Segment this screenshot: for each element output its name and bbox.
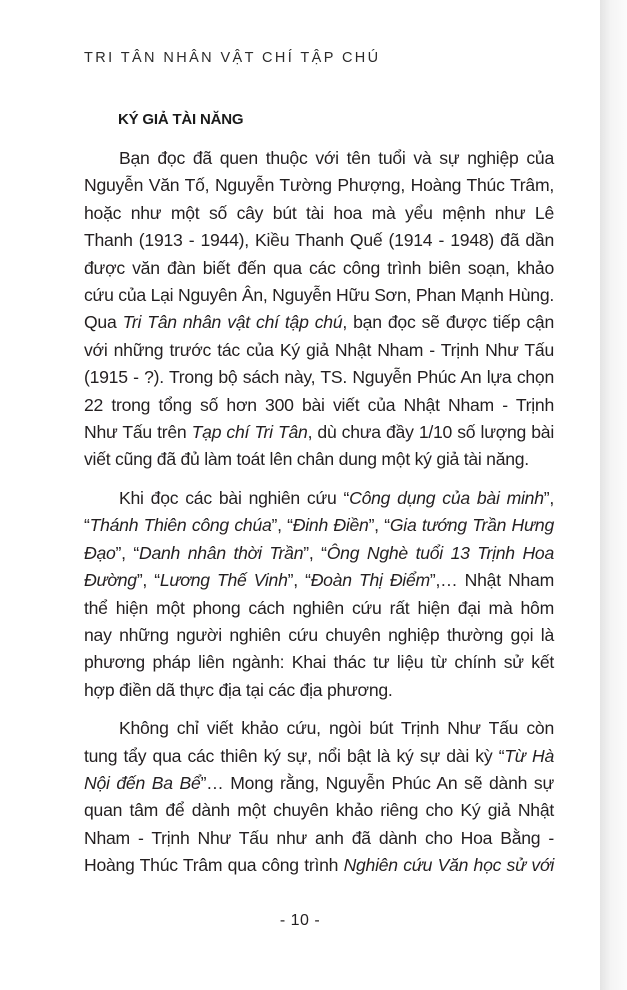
text-run: Hoàng Thúc Trâm qua công trình — [84, 855, 344, 876]
text-line — [84, 770, 554, 797]
italic-title: Đạo — [84, 542, 116, 563]
italic-title: Gia tướng Trần Hưng — [389, 515, 554, 536]
text-run: Như Tấu trên — [84, 422, 192, 443]
italic-title: Thánh Thiên công chúa — [89, 515, 272, 536]
text-line — [84, 567, 554, 594]
text-run: ”, “ — [271, 515, 293, 536]
text-run: hoặc như một số cây bút tài hoa mà yểu mệnh như Lê — [84, 202, 554, 223]
paragraph — [84, 715, 554, 879]
text-line — [84, 172, 554, 199]
text-line — [84, 852, 554, 879]
text-line — [84, 485, 554, 512]
text-run: ”, — [543, 487, 554, 508]
text-run: Nguyễn Văn Tố, Nguyễn Tường Phượng, Hoàng Thúc Trâm, — [84, 175, 554, 196]
text-run: ”… Mong rằng, Nguyễn Phúc An sẽ dành sự — [200, 772, 554, 793]
text-line — [84, 446, 554, 473]
text-run: Qua — [84, 312, 123, 333]
italic-title: Đoàn Thị Điểm — [310, 570, 430, 591]
text-run: Nham - Trịnh Như Tấu như anh đã dành cho Hoa Bằng - — [84, 827, 554, 848]
italic-title: Lương Thế Vinh — [159, 570, 288, 591]
text-run: 22 trong tổng số hơn 300 bài viết của Nhật Nham - Trịnh — [84, 394, 554, 415]
text-line — [84, 512, 554, 539]
text-line — [84, 255, 554, 282]
text-run: nay những người nghiên cứu chuyên nghiệp thường gọi là — [84, 624, 554, 645]
text-run: ”, “ — [136, 570, 160, 591]
body-text — [84, 145, 554, 891]
text-line — [84, 825, 554, 852]
text-line — [84, 595, 554, 622]
text-run: ”,… Nhật Nham — [429, 570, 554, 591]
text-run: ”, “ — [303, 542, 327, 563]
text-line — [84, 337, 554, 364]
page-edge-shadow — [600, 0, 627, 990]
text-line — [84, 797, 554, 824]
italic-title: Đinh Điền — [292, 515, 369, 536]
text-run: với những trước tác của Ký giả Nhật Nham - Trịnh Như Tấu — [84, 339, 554, 360]
italic-title: Công dụng của bài minh — [349, 487, 544, 508]
text-line — [84, 743, 554, 770]
italic-title: Tạp chí Tri Tân — [191, 422, 308, 443]
italic-title: Nội đến Ba Bể — [84, 772, 201, 793]
text-run: quan tâm để dành một chuyên khảo riêng cho Ký giả Nhật — [84, 800, 554, 821]
italic-title: Nghiên cứu Văn học sử với — [343, 855, 554, 876]
section-heading: KÝ GIẢ TÀI NĂNG — [118, 111, 244, 128]
text-run: Không chỉ viết khảo cứu, ngòi bút Trịnh Như Tấu còn — [119, 718, 554, 739]
text-run: ”, “ — [287, 570, 311, 591]
italic-title: Danh nhân thời Trần — [139, 542, 304, 563]
text-line — [84, 200, 554, 227]
italic-title: Đường — [84, 570, 137, 591]
italic-title: Tri Tân nhân vật chí tập chú — [122, 312, 343, 333]
text-run: (1915 - ?). Trong bộ sách này, TS. Nguyễn Phúc An lựa chọn — [84, 367, 554, 388]
text-run: Bạn đọc đã quen thuộc với tên tuổi và sự nghiệp của — [119, 148, 554, 168]
text-run: phương pháp liên ngành: Khai thác tư liệu từ chính sử kết — [84, 652, 554, 673]
text-line — [84, 282, 554, 309]
text-run: ”, “ — [115, 542, 140, 563]
italic-title: Từ Hà — [504, 745, 554, 766]
text-run: tung tẩy qua các thiên ký sự, nổi bật là ký sự dài kỳ “ — [84, 745, 505, 766]
text-run: hợp điền dã thực địa tại các địa phương. — [84, 679, 393, 700]
text-run: Khi đọc các bài nghiên cứu “ — [119, 487, 350, 508]
text-run: , bạn đọc sẽ được tiếp cận — [342, 312, 554, 333]
text-run: “ — [84, 515, 90, 536]
text-run: được văn đàn biết đến qua các công trình biên soạn, khảo — [84, 257, 554, 278]
text-run: Thanh (1913 - 1944), Kiều Thanh Quế (1914 - 1948) đã dần — [84, 230, 554, 251]
text-run: viết cũng đã đủ làm toát lên chân dung một ký giả tài năng. — [84, 449, 529, 470]
text-line — [84, 540, 554, 567]
text-run: ”, “ — [368, 515, 390, 536]
text-line — [84, 364, 554, 391]
text-line — [84, 419, 554, 446]
text-run: cứu của Lại Nguyên Ân, Nguyễn Hữu Sơn, Phan Mạnh Hùng. — [84, 285, 554, 306]
text-line — [84, 309, 554, 336]
text-line — [84, 677, 554, 704]
text-line — [84, 715, 554, 742]
text-line — [84, 392, 554, 419]
text-line — [84, 227, 554, 254]
text-run: , dù chưa đầy 1/10 số lượng bài — [307, 422, 554, 443]
running-head: TRI TÂN NHÂN VẬT CHÍ TẬP CHÚ — [84, 50, 381, 66]
paragraph — [84, 485, 554, 704]
text-line — [84, 622, 554, 649]
text-line — [84, 649, 554, 676]
page-number: - 10 - — [279, 912, 321, 929]
text-run: thể hiện một phong cách nghiên cứu rất hiện đại mà hôm — [84, 597, 554, 618]
italic-title: Ông Nghè tuổi 13 Trịnh Hoa — [326, 542, 555, 563]
paragraph — [84, 145, 554, 474]
text-line — [84, 145, 554, 172]
